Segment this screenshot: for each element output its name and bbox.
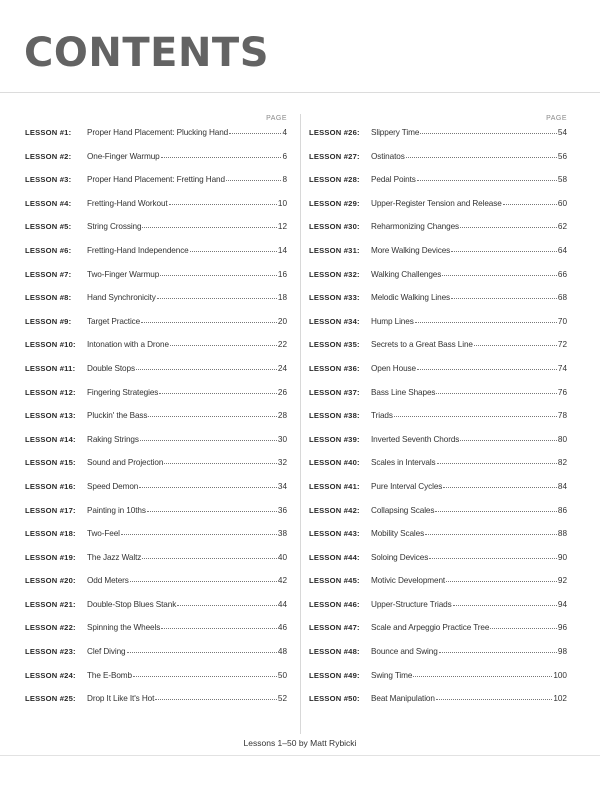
toc-entry[interactable] — [25, 173, 287, 197]
dot-leader — [474, 345, 557, 346]
lesson-number: LESSON #48: — [309, 647, 360, 657]
page-column-header: PAGE — [266, 115, 287, 122]
page-number: 36 — [277, 505, 287, 515]
page-number: 92 — [557, 576, 567, 586]
page-number: 20 — [277, 316, 287, 326]
lesson-number: LESSON #46: — [309, 599, 360, 609]
page-number: 100 — [553, 670, 567, 680]
top-rule — [0, 92, 600, 93]
toc-entry[interactable] — [25, 527, 287, 551]
dot-leader — [439, 652, 557, 653]
toc-entry[interactable] — [25, 244, 287, 268]
page-number: 4 — [282, 128, 287, 137]
toc-entry[interactable] — [309, 433, 567, 457]
lesson-title: Fretting-Hand Workout — [87, 198, 168, 208]
toc-entry[interactable] — [309, 244, 567, 268]
lesson-title: Speed Demon — [87, 481, 139, 491]
page-number: 62 — [557, 222, 567, 232]
dot-leader — [142, 227, 276, 228]
dot-leader — [155, 699, 277, 700]
lesson-number: LESSON #12: — [25, 387, 76, 397]
lesson-title: Two-Feel — [87, 529, 120, 539]
page-number: 48 — [277, 647, 287, 657]
lesson-number: LESSON #27: — [309, 151, 360, 161]
page-number: 86 — [557, 505, 567, 515]
toc-entry[interactable] — [309, 504, 567, 528]
dot-leader — [394, 416, 557, 417]
dot-leader — [130, 581, 277, 582]
page-number: 58 — [557, 175, 567, 185]
page-number: 84 — [557, 481, 567, 491]
dot-leader — [161, 157, 282, 158]
dot-leader — [417, 180, 557, 181]
lesson-number: LESSON #29: — [309, 198, 360, 208]
lesson-title: Inverted Seventh Chords — [371, 434, 460, 444]
page-number: 12 — [277, 222, 287, 232]
toc-entry[interactable] — [309, 291, 567, 315]
lesson-number: LESSON #30: — [309, 222, 360, 232]
author-credit: Lessons 1–50 by Matt Rybicki — [243, 738, 357, 748]
page-number: 94 — [557, 599, 567, 609]
dot-leader — [436, 393, 556, 394]
dot-leader — [170, 345, 277, 346]
lesson-number: LESSON #5: — [25, 222, 72, 232]
page-number: 22 — [277, 340, 287, 350]
column-divider — [300, 114, 301, 734]
page-column-header: PAGE — [546, 115, 567, 122]
lesson-title: Drop It Like It's Hot — [87, 694, 155, 704]
lesson-title: Pluckin' the Bass — [87, 411, 148, 421]
lesson-number: LESSON #36: — [309, 363, 360, 373]
lesson-number: LESSON #13: — [25, 411, 76, 421]
lesson-number: LESSON #37: — [309, 387, 360, 397]
toc-entry[interactable] — [25, 220, 287, 244]
page-number: 88 — [557, 529, 567, 539]
lesson-title: Two-Finger Warmup — [87, 269, 160, 279]
lesson-number: LESSON #10: — [25, 340, 76, 350]
toc-entry[interactable] — [309, 598, 567, 622]
bottom-rule — [0, 755, 600, 756]
dot-leader — [226, 180, 282, 181]
toc-entry[interactable] — [309, 551, 567, 575]
lesson-title: The Jazz Waltz — [87, 552, 142, 562]
lesson-title: Intonation with a Drone — [87, 340, 169, 350]
lesson-number: LESSON #39: — [309, 434, 360, 444]
lesson-number: LESSON #20: — [25, 576, 76, 586]
dot-leader — [121, 534, 277, 535]
toc-entry[interactable] — [25, 315, 287, 339]
lesson-title: Bass Line Shapes — [371, 387, 436, 397]
lesson-title: Ostinatos — [371, 151, 405, 161]
page-number: 46 — [277, 623, 287, 633]
dot-leader — [142, 558, 277, 559]
lesson-number: LESSON #3: — [25, 175, 72, 185]
page-number: 40 — [277, 552, 287, 562]
lesson-number: LESSON #21: — [25, 599, 76, 609]
toc-entry[interactable] — [25, 126, 287, 150]
toc-column-right — [309, 114, 567, 716]
page-number: 90 — [557, 552, 567, 562]
lesson-title: Melodic Walking Lines — [371, 293, 451, 303]
lesson-title: Secrets to a Great Bass Line — [371, 340, 473, 350]
lesson-title: Fretting-Hand Independence — [87, 245, 189, 255]
lesson-title: Fingering Strategies — [87, 387, 159, 397]
lesson-title: Upper-Structure Triads — [371, 599, 452, 609]
lesson-title: Upper-Register Tension and Release — [371, 198, 502, 208]
dot-leader — [148, 416, 277, 417]
dot-leader — [169, 204, 277, 205]
lesson-number: LESSON #25: — [25, 694, 76, 704]
page-number: 14 — [277, 245, 287, 255]
lesson-number: LESSON #31: — [309, 245, 360, 255]
lesson-number: LESSON #33: — [309, 293, 360, 303]
toc-entry[interactable] — [25, 291, 287, 315]
toc-column-left — [25, 114, 287, 716]
lesson-number: LESSON #8: — [25, 293, 72, 303]
dot-leader — [435, 511, 557, 512]
toc-entry[interactable] — [309, 220, 567, 244]
lesson-title: The E-Bomb — [87, 670, 132, 680]
page-number: 72 — [557, 340, 567, 350]
toc-entry[interactable] — [309, 362, 567, 386]
toc-entry[interactable] — [309, 315, 567, 339]
lesson-title: Hump Lines — [371, 316, 414, 326]
lesson-title: Mobility Scales — [371, 529, 425, 539]
lesson-title: Pure Interval Cycles — [371, 481, 443, 491]
lesson-number: LESSON #35: — [309, 340, 360, 350]
toc-entry[interactable] — [25, 268, 287, 292]
dot-leader — [453, 605, 557, 606]
toc-entry[interactable] — [309, 126, 567, 150]
lesson-title: Painting in 10ths — [87, 505, 146, 515]
dot-leader — [442, 275, 557, 276]
toc-entry[interactable] — [25, 504, 287, 528]
dot-leader — [139, 487, 277, 488]
lesson-title: Slippery Time — [371, 128, 420, 137]
toc-entry[interactable] — [309, 480, 567, 504]
dot-leader — [136, 369, 277, 370]
lesson-number: LESSON #9: — [25, 316, 72, 326]
toc-entry[interactable] — [25, 197, 287, 221]
lesson-number: LESSON #14: — [25, 434, 76, 444]
page-number: 42 — [277, 576, 287, 586]
lesson-title: Walking Challenges — [371, 269, 442, 279]
lesson-title: Raking Strings — [87, 434, 139, 444]
page-number: 82 — [557, 458, 567, 468]
dot-leader — [415, 322, 557, 323]
lesson-number: LESSON #38: — [309, 411, 360, 421]
toc-entry[interactable] — [309, 574, 567, 598]
lesson-title: Bounce and Swing — [371, 647, 438, 657]
toc-entry[interactable] — [25, 338, 287, 362]
lesson-number: LESSON #32: — [309, 269, 360, 279]
dot-leader — [446, 581, 557, 582]
lesson-number: LESSON #4: — [25, 198, 72, 208]
dot-leader — [460, 227, 557, 228]
dot-leader — [141, 322, 277, 323]
page-number: 34 — [277, 481, 287, 491]
page-number: 26 — [277, 387, 287, 397]
dot-leader — [133, 676, 277, 677]
page-number: 66 — [557, 269, 567, 279]
toc-entry[interactable] — [25, 480, 287, 504]
page-title: CONTENTS — [24, 30, 270, 76]
lesson-number: LESSON #42: — [309, 505, 360, 515]
dot-leader — [127, 652, 277, 653]
dot-leader — [413, 676, 552, 677]
dot-leader — [490, 628, 557, 629]
toc-entry[interactable] — [309, 268, 567, 292]
lesson-title: Spinning the Wheels — [87, 623, 161, 633]
dot-leader — [140, 440, 277, 441]
page-number: 70 — [557, 316, 567, 326]
dot-leader — [460, 440, 557, 441]
dot-leader — [160, 275, 277, 276]
toc-entry[interactable] — [309, 409, 567, 433]
page-number: 30 — [277, 434, 287, 444]
toc-entry[interactable] — [25, 692, 287, 716]
lesson-number: LESSON #18: — [25, 529, 76, 539]
page-number: 52 — [277, 694, 287, 704]
lesson-number: LESSON #11: — [25, 363, 76, 373]
lesson-title: One-Finger Warmup — [87, 151, 160, 161]
lesson-number: LESSON #6: — [25, 245, 72, 255]
toc-entry[interactable] — [25, 598, 287, 622]
lesson-title: Clef Diving — [87, 647, 126, 657]
lesson-title: Sound and Projection — [87, 458, 164, 468]
page-number: 68 — [557, 293, 567, 303]
lesson-title: Hand Synchronicity — [87, 293, 156, 303]
page-number: 10 — [277, 198, 287, 208]
toc-entry[interactable] — [25, 433, 287, 457]
dot-leader — [451, 298, 557, 299]
lesson-title: Proper Hand Placement: Plucking Hand — [87, 128, 229, 137]
lesson-number: LESSON #41: — [309, 481, 360, 491]
toc-entry[interactable] — [309, 173, 567, 197]
lesson-number: LESSON #19: — [25, 552, 76, 562]
page-number: 28 — [277, 411, 287, 421]
page-number: 64 — [557, 245, 567, 255]
lesson-title: Double Stops — [87, 363, 135, 373]
lesson-number: LESSON #24: — [25, 670, 76, 680]
lesson-number: LESSON #49: — [309, 670, 360, 680]
lesson-number: LESSON #22: — [25, 623, 76, 633]
toc-entry[interactable] — [309, 692, 567, 716]
lesson-title: Target Practice — [87, 316, 141, 326]
toc-entry[interactable] — [25, 456, 287, 480]
dot-leader — [159, 393, 277, 394]
lesson-number: LESSON #26: — [309, 128, 360, 137]
page-number: 16 — [277, 269, 287, 279]
lesson-title: Collapsing Scales — [371, 505, 435, 515]
dot-leader — [406, 157, 557, 158]
toc-entry[interactable] — [25, 150, 287, 174]
lesson-number: LESSON #45: — [309, 576, 360, 586]
toc-entry[interactable] — [309, 645, 567, 669]
page-number: 8 — [282, 175, 287, 185]
page-number: 38 — [277, 529, 287, 539]
page-number: 74 — [557, 363, 567, 373]
lesson-number: LESSON #2: — [25, 151, 72, 161]
page-number: 76 — [557, 387, 567, 397]
page-number: 44 — [277, 599, 287, 609]
dot-leader — [147, 511, 277, 512]
toc-entry[interactable] — [309, 527, 567, 551]
toc-entry[interactable] — [25, 669, 287, 693]
page-number: 56 — [557, 151, 567, 161]
toc-entry[interactable] — [25, 621, 287, 645]
toc-entry[interactable] — [25, 574, 287, 598]
toc-entry[interactable] — [25, 645, 287, 669]
page-number: 54 — [557, 128, 567, 137]
lesson-title: Beat Manipulation — [371, 694, 435, 704]
lesson-number: LESSON #16: — [25, 481, 76, 491]
toc-list-left — [25, 126, 287, 716]
lesson-number: LESSON #28: — [309, 175, 360, 185]
lesson-number: LESSON #40: — [309, 458, 360, 468]
lesson-title: Scale and Arpeggio Practice Tree — [371, 623, 490, 633]
page-number: 32 — [277, 458, 287, 468]
toc-entry[interactable] — [309, 669, 567, 693]
toc-entry[interactable] — [309, 197, 567, 221]
lesson-title: More Walking Devices — [371, 245, 451, 255]
lesson-title: Scales in Intervals — [371, 458, 436, 468]
dot-leader — [437, 463, 557, 464]
lesson-number: LESSON #43: — [309, 529, 360, 539]
lesson-number: LESSON #47: — [309, 623, 360, 633]
lesson-title: String Crossing — [87, 222, 142, 232]
lesson-title: Open House — [371, 363, 416, 373]
page-number: 60 — [557, 198, 567, 208]
lesson-number: LESSON #7: — [25, 269, 72, 279]
toc-list-right — [309, 126, 567, 716]
dot-leader — [451, 251, 557, 252]
dot-leader — [425, 534, 557, 535]
lesson-number: LESSON #50: — [309, 694, 360, 704]
lesson-number: LESSON #23: — [25, 647, 76, 657]
dot-leader — [429, 558, 557, 559]
toc-entry[interactable] — [309, 456, 567, 480]
lesson-title: Pedal Points — [371, 175, 416, 185]
lesson-number: LESSON #15: — [25, 458, 76, 468]
page-number: 50 — [277, 670, 287, 680]
page-number: 98 — [557, 647, 567, 657]
toc-entry[interactable] — [309, 338, 567, 362]
lesson-title: Triads — [371, 411, 393, 421]
lesson-title: Reharmonizing Changes — [371, 222, 460, 232]
page-number: 102 — [553, 694, 567, 704]
lesson-number: LESSON #34: — [309, 316, 360, 326]
lesson-number: LESSON #17: — [25, 505, 76, 515]
dot-leader — [161, 628, 277, 629]
lesson-title: Swing Time — [371, 670, 413, 680]
page-number: 24 — [277, 363, 287, 373]
page-number: 6 — [282, 151, 287, 161]
lesson-number: LESSON #1: — [25, 128, 72, 137]
dot-leader — [164, 463, 277, 464]
toc-entry[interactable] — [25, 409, 287, 433]
dot-leader — [190, 251, 277, 252]
lesson-title: Odd Meters — [87, 576, 129, 586]
toc-entry[interactable] — [309, 386, 567, 410]
dot-leader — [229, 133, 281, 134]
lesson-title: Double-Stop Blues Stank — [87, 599, 177, 609]
dot-leader — [157, 298, 277, 299]
toc-entry[interactable] — [309, 150, 567, 174]
dot-leader — [436, 699, 552, 700]
lesson-title: Soloing Devices — [371, 552, 429, 562]
lesson-title: Motivic Development — [371, 576, 446, 586]
dot-leader — [420, 133, 557, 134]
lesson-title: Proper Hand Placement: Fretting Hand — [87, 175, 225, 185]
page-number: 80 — [557, 434, 567, 444]
page-number: 18 — [277, 293, 287, 303]
page-number: 96 — [557, 623, 567, 633]
lesson-number: LESSON #44: — [309, 552, 360, 562]
page-number: 78 — [557, 411, 567, 421]
toc-entry[interactable] — [309, 621, 567, 645]
dot-leader — [177, 605, 277, 606]
toc-entry[interactable] — [25, 386, 287, 410]
toc-entry[interactable] — [25, 362, 287, 386]
dot-leader — [443, 487, 557, 488]
toc-entry[interactable] — [25, 551, 287, 575]
dot-leader — [503, 204, 557, 205]
dot-leader — [417, 369, 557, 370]
